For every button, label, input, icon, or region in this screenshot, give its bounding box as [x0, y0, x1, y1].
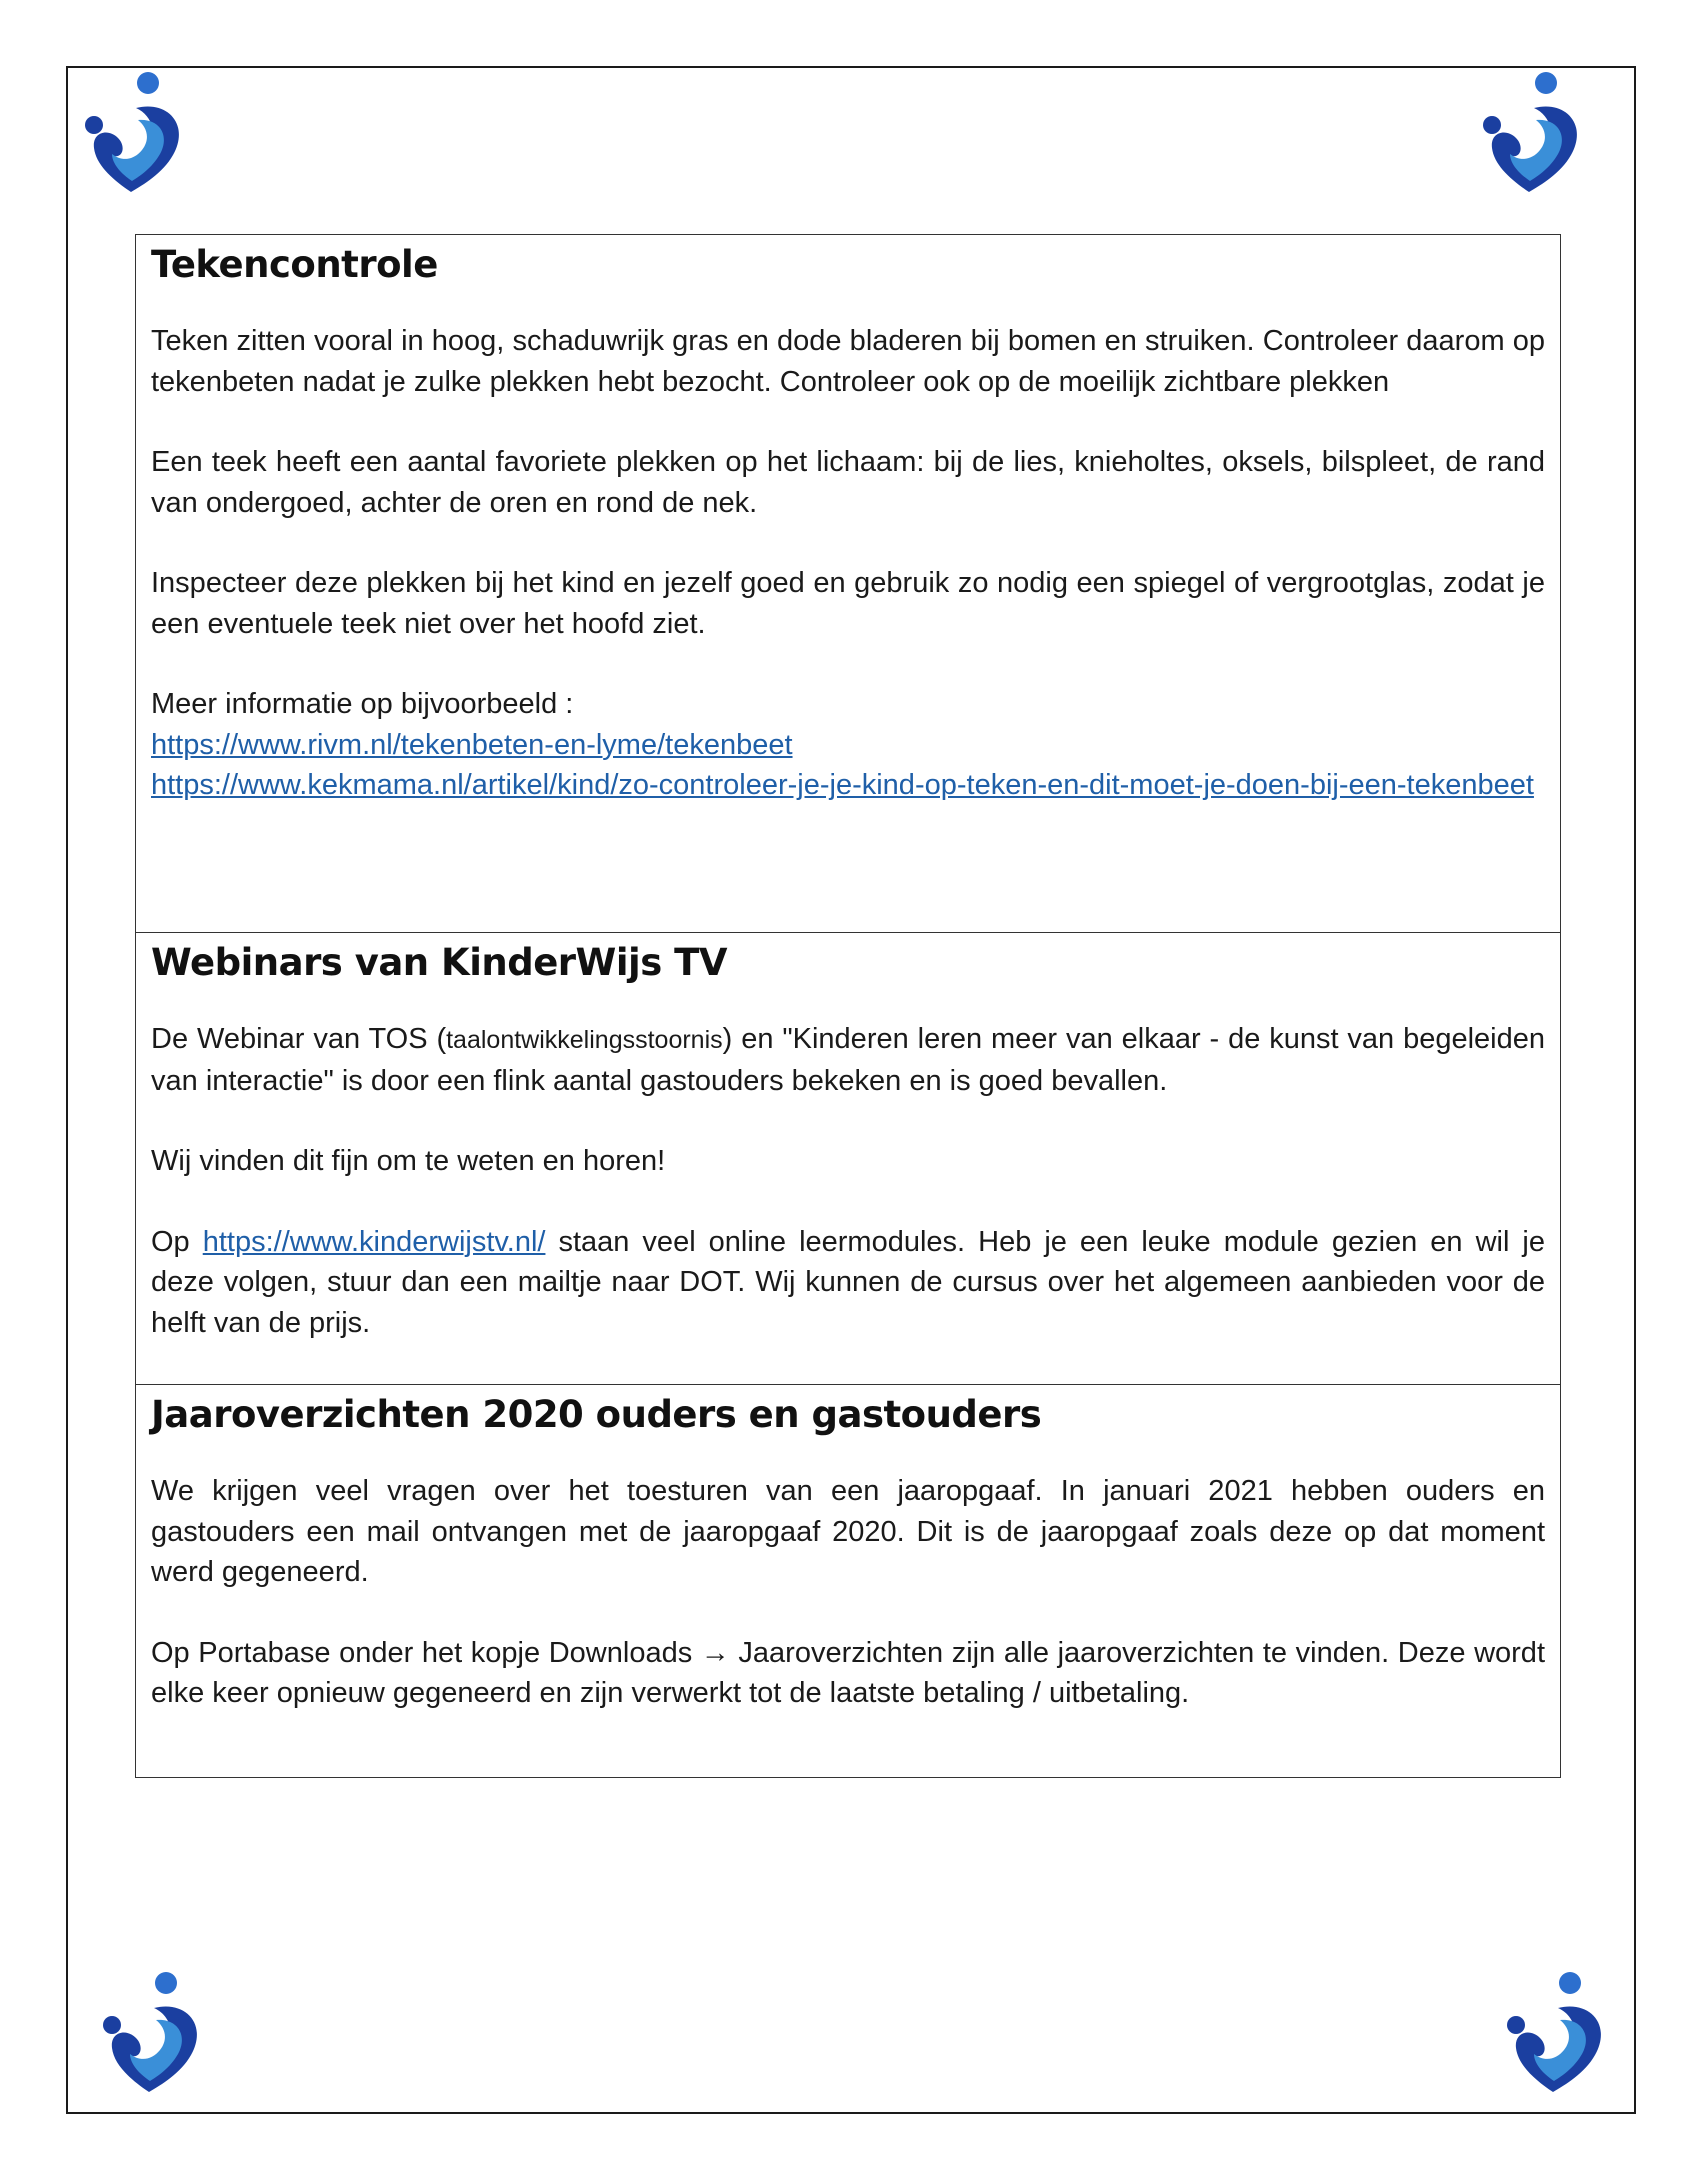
paragraph: We krijgen veel vragen over het toesturen van een jaaropgaaf. In januari 2021 hebben ouders en gastouders een mail ontvangen met de jaaropgaaf 2020. Dit is de jaaropgaaf zoals deze op dat moment werd gegeneerd. [151, 1475, 1545, 1588]
paragraph-text: Op [151, 1225, 203, 1258]
paragraph: Wij vinden dit fijn om te weten en horen! [151, 1145, 666, 1177]
kekmama-link[interactable]: https://www.kekmama.nl/artikel/kind/zo-controleer-je-je-kind-op-teken-en-dit-moet-je-doen-bij-een-tekenbeet [151, 769, 1534, 801]
family-heart-logo [1500, 1970, 1610, 2095]
section-jaaroverzichten [136, 1385, 1560, 1777]
rivm-link[interactable]: https://www.rivm.nl/tekenbeten-en-lyme/tekenbeet [151, 728, 793, 761]
paragraph-text: ) en "Kinderen leren meer van elkaar - de kunst van begeleiden van interactie" is door een flink aantal gastouders bekeken en is goed bevallen. [151, 1023, 1545, 1097]
newsletter-content-table [135, 234, 1561, 1778]
paragraph: Een teek heeft een aantal favoriete plekken op het lichaam: bij de lies, knieholtes, oksels, bilspleet, de rand van ondergoed, achter de oren en rond de nek. [151, 446, 1545, 519]
more-info-label: Meer informatie op bijvoorbeeld : [151, 688, 574, 720]
paragraph-text: De Webinar van TOS ( [151, 1023, 447, 1055]
paragraph [151, 1222, 1545, 1344]
paragraph: Teken zitten vooral in hoog, schaduwrijk gras en dode bladeren bij bomen en struiken. Controleer daarom op tekenbeten nadat je zulke plekken hebt bezocht. Controleer ook op de moeilijk zichtbare plekken [151, 325, 1545, 398]
family-heart-logo [78, 70, 188, 195]
section-title: Jaaroverzichten 2020 ouders en gastouders [151, 1393, 1042, 1436]
section-title: Webinars van KinderWijs TV [151, 941, 728, 984]
paragraph-text: staan veel online leermodules. Heb je een leuke module gezien en wil je deze volgen, stuur dan een mailtje naar DOT. Wij kunnen de cursus over het algemeen aanbieden voor de helft van de prijs. [151, 1225, 1545, 1339]
paragraph [151, 1019, 1545, 1101]
kinderwijstv-link[interactable]: https://www.kinderwijstv.nl/ [202, 1225, 546, 1258]
more-info-block [151, 684, 1545, 806]
paragraph-text-small: taalontwikkelingsstoornis [446, 1026, 723, 1054]
section-webinars [136, 933, 1560, 1385]
family-heart-logo [1476, 70, 1586, 195]
family-heart-logo [96, 1970, 206, 2095]
paragraph: Inspecteer deze plekken bij het kind en jezelf goed en gebruik zo nodig een spiegel of vergrootglas, zodat je een eventuele teek niet over het hoofd ziet. [151, 567, 1545, 640]
paragraph: Op Portabase onder het kopje Downloads → Jaaroverzichten zijn alle jaaroverzichten te vinden. Deze wordt elke keer opnieuw gegeneerd en zijn verwerkt tot de laatste betaling / uitbetaling. [151, 1636, 1545, 1709]
section-title: Tekencontrole [151, 243, 438, 286]
section-tekencontrole [136, 235, 1560, 933]
